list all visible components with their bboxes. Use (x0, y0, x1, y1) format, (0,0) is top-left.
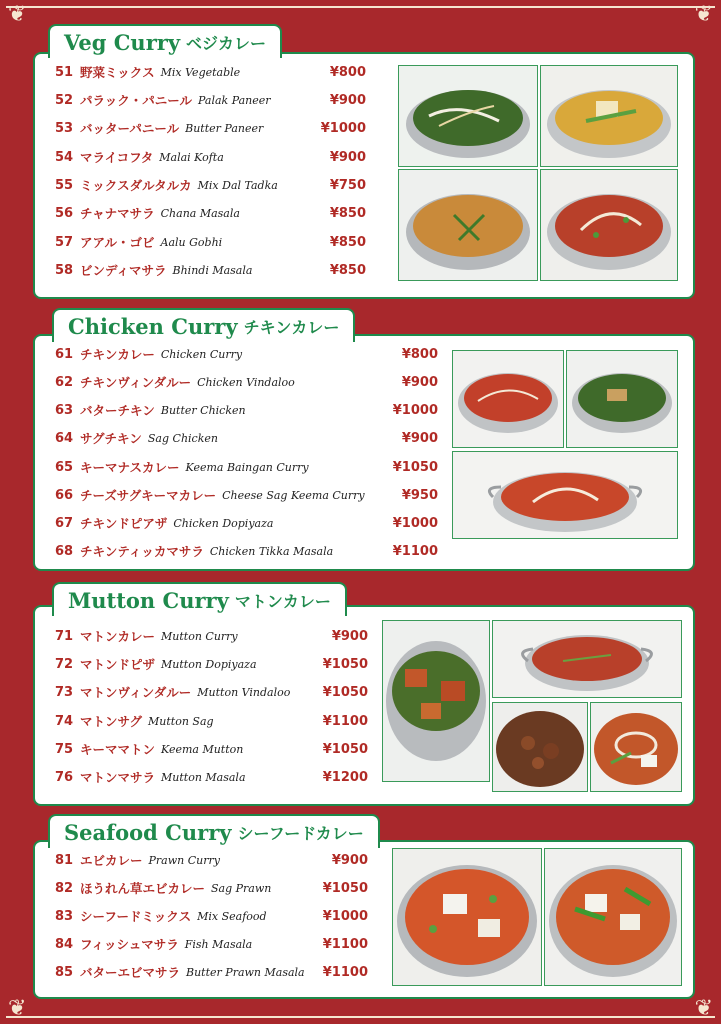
menu-item (55, 372, 295, 392)
item-number: 73 (55, 684, 74, 700)
food-photo (544, 848, 682, 986)
section-title-jp: チキンカレー (243, 317, 340, 337)
item-name-jp: マトンマサラ (80, 770, 156, 785)
item-name-en: Sag Chicken (147, 431, 218, 445)
item-number: 66 (55, 487, 74, 503)
item-number: 58 (55, 262, 74, 278)
item-name-jp: バターエビマサラ (80, 965, 181, 980)
item-price: ¥900 (331, 628, 368, 644)
item-number: 52 (55, 92, 74, 108)
menu-item (55, 654, 257, 674)
item-name-en: Mutton Masala (161, 770, 246, 784)
menu-item (55, 90, 271, 110)
item-price: ¥850 (329, 205, 366, 221)
item-name-en: Mutton Dopiyaza (161, 657, 257, 671)
item-name-jp: チャナマサラ (80, 206, 155, 221)
menu-item (55, 906, 267, 926)
item-name-en: Mix Vegetable (160, 65, 241, 79)
item-name-jp: アアル・ゴビ (80, 235, 155, 250)
item-number: 55 (55, 177, 74, 193)
item-name-jp: チキンヴィンダルー (80, 375, 192, 390)
item-name-en: Mutton Sag (148, 714, 214, 728)
item-number: 81 (55, 852, 74, 868)
item-name-jp: マライコフタ (80, 150, 154, 165)
item-price: ¥1050 (392, 459, 438, 475)
food-photo (566, 350, 678, 448)
item-name-en: Palak Paneer (198, 93, 271, 107)
item-name-jp: ほうれん草エビカレー (80, 881, 206, 896)
item-name-jp: マトンドピザ (80, 657, 156, 672)
item-name-jp: チーズサグキーマカレー (80, 488, 217, 503)
menu-item (55, 62, 240, 82)
item-name-en: Fish Masala (184, 937, 253, 951)
food-photo (382, 620, 490, 782)
section-title-en: Chicken Curry (68, 313, 238, 339)
item-name-en: Butter Paneer (185, 121, 264, 135)
food-photo (590, 702, 682, 792)
item-name-jp: ビンディマサラ (80, 263, 167, 278)
item-price: ¥1050 (322, 684, 368, 700)
item-name-en: Keema Mutton (161, 742, 244, 756)
item-name-en: Prawn Curry (148, 853, 220, 867)
item-price: ¥1200 (322, 769, 368, 785)
item-price: ¥1100 (392, 543, 438, 559)
item-name-en: Chicken Curry (160, 347, 243, 361)
menu-item (55, 682, 290, 702)
item-price: ¥1100 (322, 713, 368, 729)
food-photo (492, 702, 588, 792)
item-name-en: Chicken Vindaloo (197, 375, 295, 389)
section-title (48, 814, 380, 848)
item-name-jp: バッターパニール (80, 121, 180, 136)
menu-item (55, 260, 252, 280)
corner-ornament-icon: ❦ (694, 2, 713, 27)
section-title-jp: ベジカレー (186, 33, 267, 53)
item-number: 57 (55, 234, 74, 250)
item-name-jp: シーフードミックス (80, 909, 192, 924)
item-name-en: Chicken Tikka Masala (209, 544, 334, 558)
item-number: 61 (55, 346, 74, 362)
item-name-en: Bhindi Masala (172, 263, 253, 277)
item-name-jp: マトンサグ (80, 714, 143, 729)
item-name-jp: サグチキン (80, 431, 142, 446)
section-title (52, 308, 355, 342)
menu-item (55, 118, 263, 138)
item-name-en: Sag Prawn (211, 881, 272, 895)
item-price: ¥1100 (322, 936, 368, 952)
item-number: 82 (55, 880, 74, 896)
item-name-en: Cheese Sag Keema Curry (222, 488, 365, 502)
item-price: ¥1000 (392, 515, 438, 531)
item-price: ¥900 (401, 430, 438, 446)
item-number: 83 (55, 908, 74, 924)
item-name-jp: マトンヴィンダルー (80, 685, 192, 700)
food-photo (452, 350, 564, 448)
menu-item (55, 400, 246, 420)
menu-item (55, 513, 273, 533)
menu-item (55, 428, 218, 448)
corner-ornament-icon: ❦ (8, 996, 27, 1021)
item-name-en: Mutton Vindaloo (197, 685, 291, 699)
item-name-jp: ミックスダルタルカ (80, 178, 192, 193)
item-name-en: Malai Kofta (159, 150, 224, 164)
menu-item (55, 934, 252, 954)
item-name-jp: バターチキン (80, 403, 155, 418)
menu-item (55, 850, 220, 870)
item-number: 71 (55, 628, 74, 644)
item-number: 68 (55, 543, 74, 559)
corner-ornament-icon: ❦ (694, 996, 713, 1021)
menu-item (55, 232, 222, 252)
food-photo (452, 451, 678, 539)
food-photo (492, 620, 682, 698)
item-name-jp: パラック・パニール (80, 93, 193, 108)
bottom-border (6, 996, 715, 1021)
item-name-jp: キーママトン (80, 742, 156, 757)
menu-item (55, 457, 309, 477)
item-name-en: Chicken Dopiyaza (173, 516, 274, 530)
item-name-en: Keema Baingan Curry (185, 460, 309, 474)
food-photo (392, 848, 542, 986)
item-number: 64 (55, 430, 74, 446)
item-number: 54 (55, 149, 74, 165)
item-price: ¥1000 (392, 402, 438, 418)
item-name-jp: 野菜ミックス (80, 65, 155, 80)
item-price: ¥900 (329, 149, 366, 165)
item-number: 51 (55, 64, 74, 80)
item-name-jp: チキンティッカマサラ (80, 544, 204, 559)
section-title (48, 24, 282, 58)
menu-item (55, 203, 240, 223)
item-number: 85 (55, 964, 74, 980)
item-price: ¥1050 (322, 656, 368, 672)
item-name-en: Butter Prawn Masala (186, 965, 305, 979)
item-name-jp: キーマナスカレー (80, 460, 180, 475)
item-number: 75 (55, 741, 74, 757)
item-price: ¥950 (401, 487, 438, 503)
item-price: ¥850 (329, 262, 366, 278)
menu-item (55, 175, 278, 195)
item-name-en: Chana Masala (160, 206, 240, 220)
item-name-en: Mix Seafood (197, 909, 267, 923)
item-price: ¥900 (401, 374, 438, 390)
menu-item (55, 485, 365, 505)
item-number: 63 (55, 402, 74, 418)
menu-item (55, 344, 242, 364)
item-price: ¥800 (401, 346, 438, 362)
item-name-en: Mix Dal Tadka (197, 178, 278, 192)
food-photo (398, 169, 538, 281)
item-price: ¥1050 (322, 741, 368, 757)
item-name-jp: チキンドピアザ (80, 516, 168, 531)
menu-item (55, 626, 238, 646)
menu-item (55, 878, 271, 898)
item-price: ¥1050 (322, 880, 368, 896)
item-price: ¥800 (329, 64, 366, 80)
item-number: 84 (55, 936, 74, 952)
section-title-en: Seafood Curry (64, 819, 232, 845)
item-number: 76 (55, 769, 74, 785)
item-number: 65 (55, 459, 74, 475)
item-price: ¥850 (329, 234, 366, 250)
item-number: 53 (55, 120, 74, 136)
menu-item (55, 541, 333, 561)
item-name-jp: マトンカレー (80, 629, 156, 644)
food-photo (540, 169, 678, 281)
item-number: 62 (55, 374, 74, 390)
menu-item (55, 739, 243, 759)
section-title-en: Mutton Curry (68, 587, 229, 613)
food-photo (540, 65, 678, 167)
item-price: ¥750 (329, 177, 366, 193)
menu-item (55, 962, 305, 982)
item-name-jp: フィッシュマサラ (80, 937, 179, 952)
item-name-en: Aalu Gobhi (160, 235, 223, 249)
item-number: 67 (55, 515, 74, 531)
section-title-jp: マトンカレー (234, 591, 331, 611)
food-photo (398, 65, 538, 167)
item-name-jp: エビカレー (80, 853, 143, 868)
section-title-jp: シーフードカレー (237, 823, 364, 843)
item-price: ¥1000 (320, 120, 366, 136)
item-number: 72 (55, 656, 74, 672)
item-price: ¥1000 (322, 908, 368, 924)
item-price: ¥900 (329, 92, 366, 108)
section-title (52, 582, 347, 616)
corner-ornament-icon: ❦ (8, 2, 27, 27)
item-name-en: Butter Chicken (160, 403, 246, 417)
item-number: 56 (55, 205, 74, 221)
item-name-jp: チキンカレー (80, 347, 155, 362)
item-number: 74 (55, 713, 74, 729)
menu-item (55, 711, 214, 731)
item-price: ¥1100 (322, 964, 368, 980)
section-title-en: Veg Curry (64, 29, 181, 55)
menu-item (55, 767, 246, 787)
item-name-en: Mutton Curry (161, 629, 238, 643)
menu-item (55, 147, 224, 167)
item-price: ¥900 (331, 852, 368, 868)
